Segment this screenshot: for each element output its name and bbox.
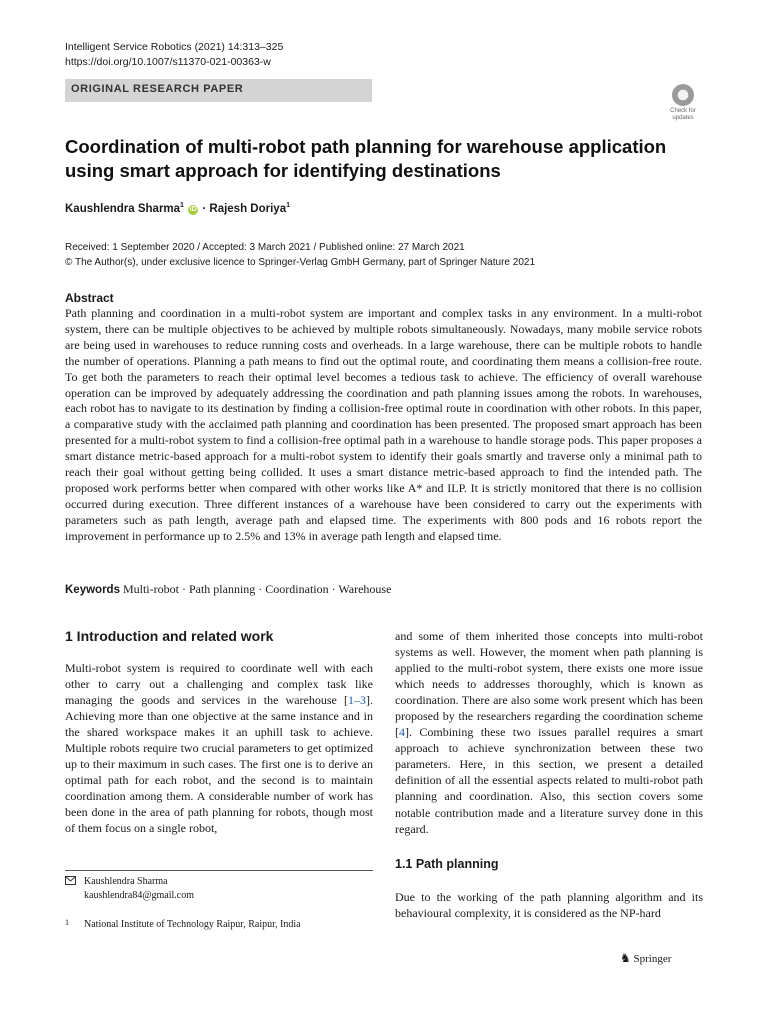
publication-history xyxy=(65,240,535,270)
corresponding-author xyxy=(84,875,194,903)
subsection-heading: 1.1 Path planning xyxy=(395,857,499,871)
publisher-name: Springer xyxy=(633,953,672,965)
keywords-list: Multi-robot · Path planning · Coordination · Warehouse xyxy=(122,582,392,596)
abstract-heading: Abstract xyxy=(65,291,114,305)
path-planning-paragraph: Due to the working of the path planning algorithm and its behavioural complexity, it is considered as the NP-hard xyxy=(395,890,703,921)
author-list xyxy=(65,203,290,215)
footnote-divider xyxy=(65,870,373,871)
right-text-b: ]. Combining these two issues parallel requires a smart approach to achieve synchronization between these two parameters. Here, in this section, we present a detailed definition of all the essential aspects related to multi-robot path planning and coordination. Also, this section covers some notable contribution made and a literature survey done in this regard. xyxy=(395,725,703,836)
right-text-a: and some of them inherited those concepts into multi-robot systems as well. However, the moment when path planning is applied to the multi-robot system, there exists one more issue which needs to addresses thoroughly, which is known as coordination. There are also some work present which has been proposed by the researchers regarding the coordination scheme [ xyxy=(395,629,703,740)
email-icon xyxy=(65,876,76,890)
article-type-banner xyxy=(65,79,372,102)
abstract-text: Path planning and coordination in a multi-robot system are important and complex tasks in any environment. In a multi-robot system, there can be multiple objectives to be achieved by multiple robots simultaneously. Nowadays, many mobile service robots are being used in warehouses to reduce running costs and overheads. In a large warehouse, there can be multiple robots to handle the number of operations. Planning a path means to find out the optimal route, and coordinating them means a collision-free route. To get both the parameters to reach their optimal level becomes a tedious task to achieve. The efficiency of overall warehouse operation can be improved by adequately addressing the coordination and path planning issues among the robots. In warehouses, each robot has to navigate to its destination by finding a collision-free optimal route in coordination with other robots. In this paper, a comparative study with the acclaimed path planning and coordination has been presented. The proposed smart approach has been presented for a multi-robot system to find a collision-free optimal path in a warehouse to handle storage pods. This paper proposes a smart distance metric-based approach for a multi-robot system to identify their goals smartly and traverse only a minimal path to reach their goal without getting being collided. It uses a smart distance metric-based approach to find the intended path. The proposed work performs better when compared with other works like A* and ILP. It is strictly monitored that there is no collision occurred during execution. Three different instances of a warehouse have been considered to carry out the experiments with parameters such as path length, average path and elapsed time. The experiments with 800 pods and 16 robots report the improvement in performance up to 2.5% and 13% in average path length and elapsed time. xyxy=(65,306,702,543)
paper-title: Coordination of multi-robot path planning for warehouse application using smart approach for identifying destinations xyxy=(65,136,667,181)
intro-text-a: Multi-robot system is required to coordinate well with each other to carry out a challenging and complex task like managing the goods and services in the warehouse [ xyxy=(65,661,373,708)
citation-link[interactable]: 1–3 xyxy=(348,693,366,708)
journal-citation: Intelligent Service Robotics (2021) 14:313–325 xyxy=(65,41,284,53)
intro-text-b: ]. Achieving more than one objective at the same instance and in the shared workspace makes it an uphill task to achieve. Multiple robots require two crucial parameters to get optimized up to their maximum in such cases. The first one is to derive an optimal path for each robot, and the second is to maintain coordination among them. A considerable number of work has been done in the area of path planning for robots, though most of them focus on a single robot, xyxy=(65,693,373,836)
publisher-logo xyxy=(620,951,671,966)
intro-paragraph xyxy=(65,660,373,837)
dates-line: Received: 1 September 2020 / Accepted: 3 March 2021 / Published online: 27 March 2021 xyxy=(65,242,465,253)
article-type-label: ORIGINAL RESEARCH PAPER xyxy=(71,83,244,95)
author-2[interactable]: Rajesh Doriya xyxy=(209,203,287,215)
author-separator: · xyxy=(202,203,210,215)
affiliation-number: 1 xyxy=(65,918,69,927)
author-1[interactable]: Kaushlendra Sharma xyxy=(65,203,181,215)
doi-link[interactable]: https://doi.org/10.1007/s11370-021-00363-w xyxy=(65,56,271,68)
check-updates-icon xyxy=(672,84,694,106)
author-1-affiliation: 1 xyxy=(180,202,184,209)
orcid-icon[interactable]: iD xyxy=(189,206,197,213)
contact-name: Kaushlendra Sharma xyxy=(84,876,168,887)
affiliation-text: National Institute of Technology Raipur, Raipur, India xyxy=(84,919,301,930)
springer-horse-icon: ♞ xyxy=(620,951,631,965)
copyright-line: © The Author(s), under exclusive licence to Springer-Verlag GmbH Germany, part of Springer Nature 2021 xyxy=(65,257,535,268)
check-updates-line1: Check for xyxy=(670,108,696,114)
check-for-updates-badge[interactable] xyxy=(665,84,701,124)
author-2-affiliation: 1 xyxy=(286,202,290,209)
citation-link[interactable]: 4 xyxy=(399,725,405,740)
right-column-paragraph xyxy=(395,628,703,837)
keywords xyxy=(65,582,391,597)
section-heading: 1 Introduction and related work xyxy=(65,628,274,644)
keywords-label: Keywords xyxy=(65,584,120,596)
contact-email[interactable]: kaushlendra84@gmail.com xyxy=(84,890,195,901)
journal-info xyxy=(65,40,283,70)
check-updates-line2: updates xyxy=(672,114,694,121)
